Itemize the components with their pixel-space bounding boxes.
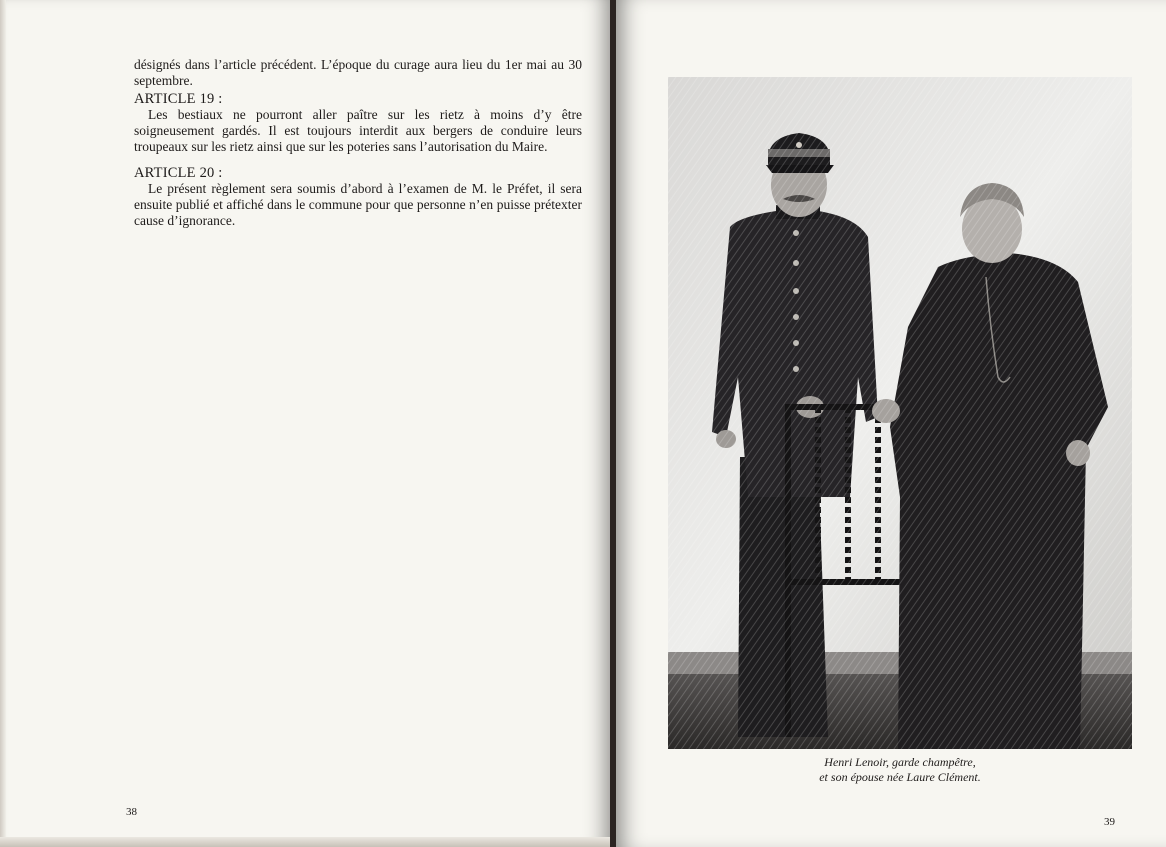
caption-line-2: et son épouse née Laure Clément.: [819, 770, 981, 784]
page-number-left: 38: [126, 806, 137, 818]
regulation-text: [134, 57, 582, 229]
page-bottom-edge: [0, 837, 610, 847]
article-19-text: Les bestiaux ne pourront aller paître sur les rietz à moins d’y être soigneusement gardés. Il est toujours interdit aux bergers de conduire leurs troupeaux sur les rietz ainsi que sur les poteries sans l’autorisation du Maire.: [134, 107, 582, 154]
caption-line-1: Henri Lenoir, garde champêtre,: [824, 755, 976, 769]
article-20-text: Le présent règlement sera soumis d’abord à l’examen de M. le Préfet, il sera ensuite publié et affiché dans le commune pour que personne n’en puisse prétexter cause d’ignorance.: [134, 181, 582, 228]
right-page: [616, 0, 1166, 847]
portrait-photograph: [668, 77, 1132, 749]
page-number-right: 39: [1104, 816, 1115, 828]
portrait-photo-image: [668, 77, 1132, 749]
article-19-heading: ARTICLE 19 :: [134, 91, 223, 107]
continued-paragraph: désignés dans l’article précédent. L’époque du curage aura lieu du 1er mai au 30 septembre.: [134, 57, 582, 88]
photo-caption: [668, 755, 1132, 785]
article-20-heading: ARTICLE 20 :: [134, 165, 223, 181]
page-edge: [0, 0, 6, 847]
